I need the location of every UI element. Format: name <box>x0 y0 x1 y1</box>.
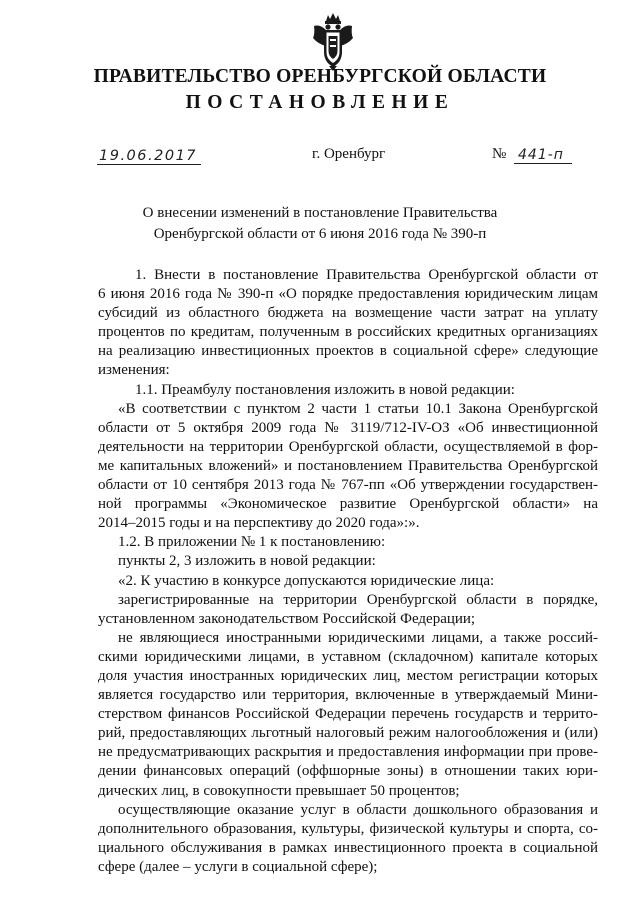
document-date: 19.06.2017 <box>97 148 201 165</box>
body-line: является государство или территория, включенные в утверждаемый Мини- <box>98 687 598 704</box>
subject-line: О внесении изменений в постановление Правительства <box>142 205 498 221</box>
body-line: области от 5 октября 2009 года № 3119/712-IV-ОЗ «Об инвестиционной <box>98 419 598 436</box>
document-type: ПОСТАНОВЛЕНИЕ <box>185 92 455 113</box>
body-line: сфере (далее – услуги в социальной сфере); <box>98 858 378 875</box>
body-line: ной программы «Экономическое развитие Оренбургской области» на <box>98 496 598 513</box>
body-line: «2. К участию в конкурсе допускаются юридические лица: <box>118 572 495 589</box>
body-line: доля участия иностранных юридических лиц, местом регистрации которых <box>98 667 598 684</box>
body-line: на реализацию инвестиционных проектов в социальной сфере» следующие <box>98 343 598 360</box>
body-line: 1. Внести в постановление Правительства Оренбургской области от <box>135 267 598 283</box>
body-line: скими юридическими лицами, в уставном (складочном) капитале которых <box>98 648 598 665</box>
document-subject <box>0 203 640 245</box>
body-line: 1.1. Преамбулу постановления изложить в новой редакции: <box>135 381 515 398</box>
body-line: ме капитальных вложений» и постановлением Правительства Оренбургской <box>98 457 598 474</box>
body-line: области от 10 сентября 2013 года № 767-пп «Об утверждении государствен- <box>98 477 598 494</box>
body-line: дополнительного образования, культуры, физической культуры и спорта, со- <box>98 820 598 837</box>
body-line: дических лиц, в совокупности превышает 50 процентов; <box>98 782 460 799</box>
body-line: не являющиеся иностранными юридическими лицами, а также россий- <box>118 629 598 646</box>
body-line: дении финансовых операций (оффшорные зоны) в отношении таких юри- <box>98 763 598 780</box>
document-body <box>98 266 598 877</box>
number-label: № <box>492 146 507 162</box>
body-line: стерством финансов Российской Федерации перечень государств и террито- <box>98 706 598 723</box>
body-line: 1.2. В приложении № 1 к постановлению: <box>118 534 386 551</box>
body-line: пункты 2, 3 изложить в новой редакции: <box>118 553 376 570</box>
government-name: ПРАВИТЕЛЬСТВО ОРЕНБУРГСКОЙ ОБЛАСТИ <box>93 66 547 87</box>
body-line: 2014–2015 годы и на перспективу до 2020 года»:». <box>98 515 420 532</box>
body-line: зарегистрированные на территории Оренбургской области в порядке, <box>118 591 598 608</box>
body-line: 6 июня 2016 года № 390-п «О порядке предоставления юридическим лицам <box>98 286 598 303</box>
body-line: изменения: <box>98 362 170 379</box>
body-line: осуществляющие оказание услуг в области дошкольного образования и <box>118 801 598 818</box>
body-line: процентов по кредитам, полученным в российских кредитных организациях <box>98 324 598 341</box>
body-line: не предусматривающих раскрытия и предоставления информации при прове- <box>98 744 598 761</box>
body-line: циального обслуживания в рамках инвестиционного проекта в социальной <box>98 839 598 856</box>
document-city: г. Оренбург <box>312 146 386 162</box>
body-line: рий, предоставляющих льготный налоговый режим налогообложения и (или) <box>98 725 598 742</box>
subject-line: Оренбургской области от 6 июня 2016 года № 390-п <box>153 226 487 242</box>
body-line: «В соответствии с пунктом 2 части 1 статьи 10.1 Закона Оренбургской <box>118 400 598 417</box>
body-line: деятельности на территории Оренбургской области, осуществляемой в фор- <box>98 438 598 455</box>
body-line: установленном законодательством Российской Федерации; <box>98 610 476 627</box>
body-line: субсидий из областного бюджета на возмещение части затрат на уплату <box>98 305 598 322</box>
coat-of-arms-icon <box>310 12 356 72</box>
document-number: 441-п <box>514 147 572 164</box>
